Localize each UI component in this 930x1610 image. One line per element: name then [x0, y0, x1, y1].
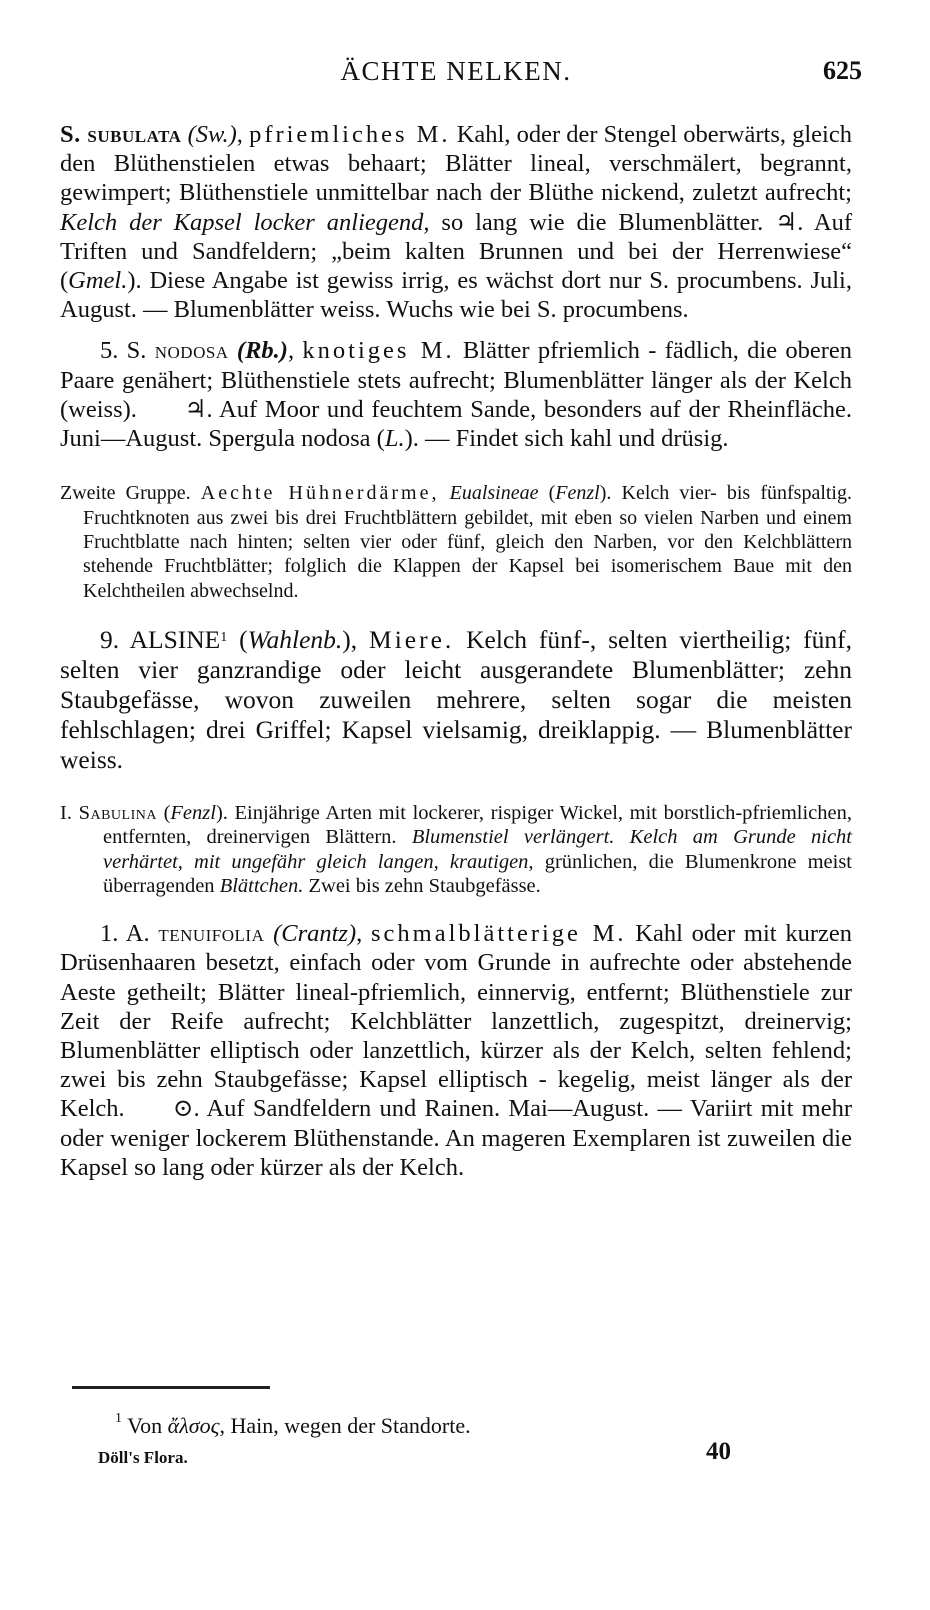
common-name: schmalblätterige M.: [371, 920, 627, 948]
entry-subulata: S. subulata (Sw.), pfriemliches M. Kahl, oder der Stengel oberwärts, gleich den Blüthenstielen etwas behaart; Blätter lineal, verschmälert, begrannt, gewimpert; Blüthenstiele unmittelbar nach der Blüthe nickend, zuletzt aufrecht; Kelch der Kapsel locker anliegend, so lang wie die Blumenblätter. ♃. Auf Triften und Sandfeldern; „beim kalten Brunnen und bei der Herrenwiese“ (Gmel.). Diese Angabe ist gewiss irrig, es wächst dort nur S. procumbens. Juli, August. — Blumenblätter weiss. Wuchs wie bei S. procumbens.: [60, 121, 852, 324]
common-name: Miere.: [369, 625, 455, 655]
group-label: Zweite Gruppe.: [60, 482, 191, 505]
species-name: tenuifolia: [158, 920, 265, 948]
footnote-greek: ἄλσος: [167, 1413, 220, 1438]
description-text: ). Diese Angabe ist gewiss irrig, es wächst dort nur S. procumbens. Juli, August. — Blumenblätter weiss. Wuchs wie bei S. procumbens.: [60, 267, 852, 324]
subgenus-italic: Blumenstiel verlängert. Kelch am Grunde nicht verhärtet, mit ungefähr gleich langen, krautigen,: [103, 826, 853, 873]
page-number: 625: [823, 56, 862, 85]
description-text: . Auf Triften und Sandfeldern; „beim kalten Brunnen und bei der Herrenwiese“ (: [60, 208, 852, 295]
subgenus-author: Fenzl: [170, 801, 216, 824]
description-text: ). — Findet sich kahl und drüsig.: [404, 425, 729, 453]
group-text: . Kelch vier- bis fünfspaltig. Fruchtknoten aus zwei bis drei Fruchtblättern gebildet, mit eben so vielen Narben und einem Fruchtblatte nach hinten; selten vier oder fünf, gleich den Narben, vor den Kelchblättern stehende Fruchtblätter; folglich die Klappen der Kapsel bei isomerischem Baue mit den Kelchtheilen abwechselnd.: [83, 482, 852, 602]
entry-nodosa: 5. S. nodosa (Rb.), knotiges M. Blätter pfriemlich - fädlich, die oberen Paare genähert; Blüthenstiele stets aufrecht; Blumenblätter länger als der Kelch (weiss). ♃. Auf Moor und feuchtem Sande, besonders auf der Rheinfläche. Juni—August. Spergula nodosa (L.). — Findet sich kahl und drüsig.: [60, 337, 853, 453]
genus-name: 9. ALSINE: [100, 625, 221, 655]
genus-alsine: 9. ALSINE$^1$ (Wahlenb.), Miere. Kelch fünf-, selten viertheilig; fünf, selten vier ganzrandige oder leicht ausgerandete Blumenblätter; zehn Staubgefässe, wovon zuweilen mehrere, selten sogar die meisten fehlschlagen; drei Griffel; Kapsel vielsamig, dreiklappig. — Blumenblätter weiss.: [60, 625, 853, 775]
entry-tenuifolia: 1. A. tenuifolia (Crantz), schmalblätterige M. Kahl oder mit kurzen Drüsenhaaren besetzt, einfach oder vom Grunde in aufrechte oder abstehende Aeste getheilt; Blätter lineal-pfriemlich, einnervig, entfernt; Blüthenstiele zur Zeit der Reife aufrecht; Kelchblätter lanzettlich, zugespitzt, dreinervig; Blumenblätter elliptisch oder lanzettlich, kürzer als der Kelch, selten fehlend; zwei bis zehn Staubgefässe; Kapsel elliptisch - kegelig, meist länger als der Kelch. ⊙. Auf Sandfeldern und Rainen. Mai—August. — Variirt mit mehr oder weniger lockerem Blüthenstande. An mageren Exemplaren ist zuweilen die Kapsel so lang oder kürzer als der Kelch.: [60, 920, 852, 1181]
sheet-number: 40: [706, 1438, 731, 1465]
subgenus-number: I.: [60, 801, 72, 824]
description-text: . Auf Moor und feuchtem Sande, besonders auf der Rheinfläche. Juni—August. Spergula nodosa (: [60, 395, 852, 453]
group-description: Zweite Gruppe. Aechte Hühnerdärme, Eualsineae (Fenzl). Kelch vier- bis fünfspaltig. Fruchtknoten aus zwei bis drei Fruchtblättern gebildet, mit eben so vielen Narben und einem Fruchtblatte nach hinten; selten vier oder fünf, gleich den Narben, vor den Kelchblättern stehende Fruchtblätter; folglich die Klappen der Kapsel bei isomerischem Baue mit den Kelchtheilen abwechselnd.: [60, 482, 852, 602]
page-header: [60, 50, 862, 90]
description-text: so lang wie die Blumenblätter.: [429, 208, 776, 236]
subgenus-italic: Blättchen.: [219, 875, 304, 898]
footnote-text: Von: [122, 1413, 168, 1438]
species-author: (Sw.): [187, 121, 237, 148]
footnote: [115, 1413, 471, 1439]
genus-author: Wahlenb.: [247, 625, 343, 655]
species-author: (Rb.): [236, 337, 288, 365]
group-latin: Eualsineae: [449, 482, 539, 505]
perennial-symbol-icon: ♃: [775, 208, 798, 236]
group-author: Fenzl: [555, 482, 600, 505]
footnote-text: , Hain, wegen der Standorte.: [219, 1413, 471, 1438]
description-italic: Kelch der Kapsel locker anliegend,: [60, 208, 430, 236]
group-name: Aechte Hühnerdärme,: [200, 482, 440, 505]
author-reference: L.: [384, 425, 405, 453]
description-text: Blätter pfriemlich - fädlich, die oberen Paare genähert; Blüthenstiele stets aufrecht; Blumenblätter länger als der Kelch (weiss).: [60, 337, 853, 423]
description-text: Kahl oder mit kurzen Drüsenhaaren besetzt, einfach oder vom Grunde in aufrechte oder abstehende Aeste getheilt; Blätter lineal-pfriemlich, einnervig, entfernt; Blüthenstiele zur Zeit der Reife aufrecht; Kelchblätter lanzettlich, zugespitzt, dreinervig; Blumenblätter elliptisch oder lanzettlich, kürzer als der Kelch, selten fehlend; zwei bis zehn Staubgefässe; Kapsel elliptisch - kegelig, meist länger als der Kelch.: [60, 920, 852, 1123]
footnote-mark: 1: [220, 630, 228, 646]
subgenus-text: Zwei bis zehn Staubgefässe.: [303, 875, 541, 898]
perennial-symbol-icon: ♃: [184, 395, 207, 423]
species-number: 1. A.: [100, 920, 150, 948]
book-page: [60, 50, 862, 1182]
subgenus-text: . Einjährige Arten mit lockerer, rispiger Wickel, mit borstlich-pfriemlichen, entfernten, dreinervigen Blättern.: [103, 801, 852, 849]
genus-text: Kelch fünf-, selten viertheilig; fünf, selten vier ganzrandige oder leicht ausgerandete Blumenblätter; zehn Staubgefässe, wovon zuweilen mehrere, selten sogar die meisten fehlschlagen; drei Griffel; Kapsel vielsamig, dreiklappig. — Blumenblätter weiss.: [60, 625, 853, 775]
footnote-rule: [72, 1386, 270, 1389]
subgenus-text: grünlichen, die Blumenkrone meist überragenden: [103, 850, 852, 898]
subgenus-name: Sabulina: [78, 801, 157, 824]
footnote-mark: 1: [115, 1411, 122, 1426]
species-author: (Crantz): [273, 920, 357, 948]
author-reference: Gmel.: [68, 267, 128, 295]
common-name: knotiges M.: [302, 337, 455, 365]
annual-symbol-icon: ⊙: [172, 1095, 194, 1123]
description-text: . Auf Sandfeldern und Rainen. Mai—August. — Variirt mit mehr oder weniger lockerem Blüthenstande. An mageren Exemplaren ist zuweilen die Kapsel so lang oder kürzer als der Kelch.: [60, 1095, 852, 1181]
running-title: ÄCHTE NELKEN.: [340, 56, 572, 86]
species-name: S. subulata: [60, 121, 182, 148]
subgenus-sabulina: I. Sabulina (Fenzl). Einjährige Arten mit lockerer, rispiger Wickel, mit borstlich-pfriemlichen, entfernten, dreinervigen Blättern. Blumenstiel verlängert. Kelch am Grunde nicht verhärtet, mit ungefähr gleich langen, krautigen, grünlichen, die Blumenkrone meist überragenden Blättchen. Zwei bis zehn Staubgefässe.: [60, 801, 853, 898]
signature-mark: Döll's Flora.: [98, 1448, 188, 1467]
description-text: Kahl, oder der Stengel oberwärts, gleich den Blüthenstielen etwas behaart; Blätter lineal, verschmälert, begrannt, gewimpert; Blüthenstiele unmittelbar nach der Blüthe nickend, zuletzt aufrecht;: [60, 121, 852, 207]
species-number: 5. S.: [100, 337, 147, 365]
common-name: pfriemliches M.: [249, 121, 451, 148]
species-name: nodosa: [154, 337, 229, 365]
